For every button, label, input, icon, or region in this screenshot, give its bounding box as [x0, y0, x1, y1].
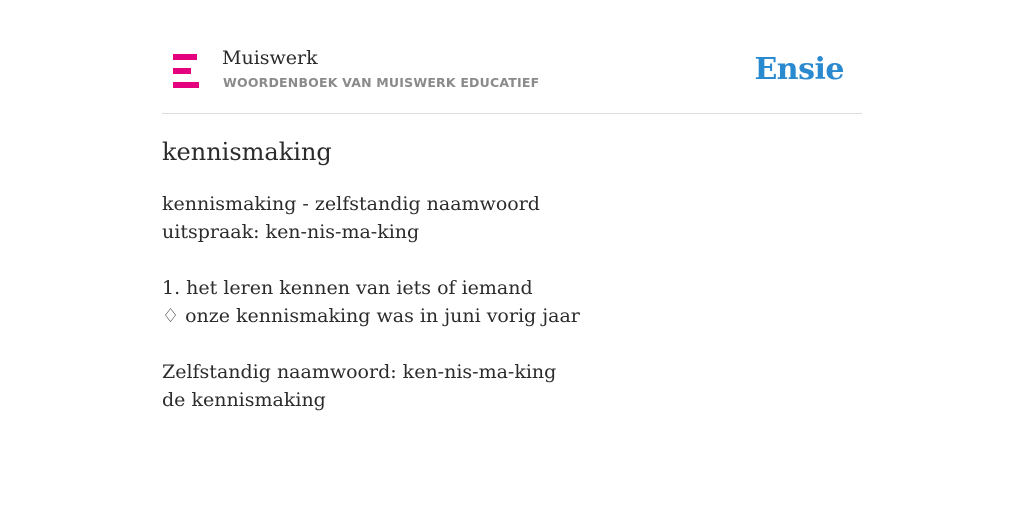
entry-grammar: Zelfstandig naamwoord: ken-nis-ma-king [162, 361, 557, 383]
entry-headline: kennismaking - zelfstandig naamwoord [162, 193, 540, 215]
entry-definition: 1. het leren kennen van iets of iemand [162, 277, 533, 299]
entry-article-form: de kennismaking [162, 389, 326, 411]
entry-pronunciation: uitspraak: ken-nis-ma-king [162, 221, 420, 243]
entry-card [162, 0, 862, 512]
spacer [162, 330, 862, 358]
spacer [162, 246, 862, 274]
muiswerk-logo-icon[interactable] [173, 54, 200, 88]
ensie-logo[interactable]: Ensie [754, 52, 844, 87]
page-header [162, 0, 862, 114]
brand-subtitle: WOORDENBOEK VAN MUISWERK EDUCATIEF [223, 75, 540, 90]
entry-example: ♢ onze kennismaking was in juni vorig jaar [162, 305, 580, 327]
logo-bar-top [173, 54, 197, 60]
brand-name[interactable]: Muiswerk [222, 47, 318, 69]
entry-title: kennismaking [162, 138, 332, 166]
entry-body [162, 190, 862, 414]
logo-bar-bottom [173, 82, 199, 88]
logo-bar-middle [173, 68, 191, 74]
